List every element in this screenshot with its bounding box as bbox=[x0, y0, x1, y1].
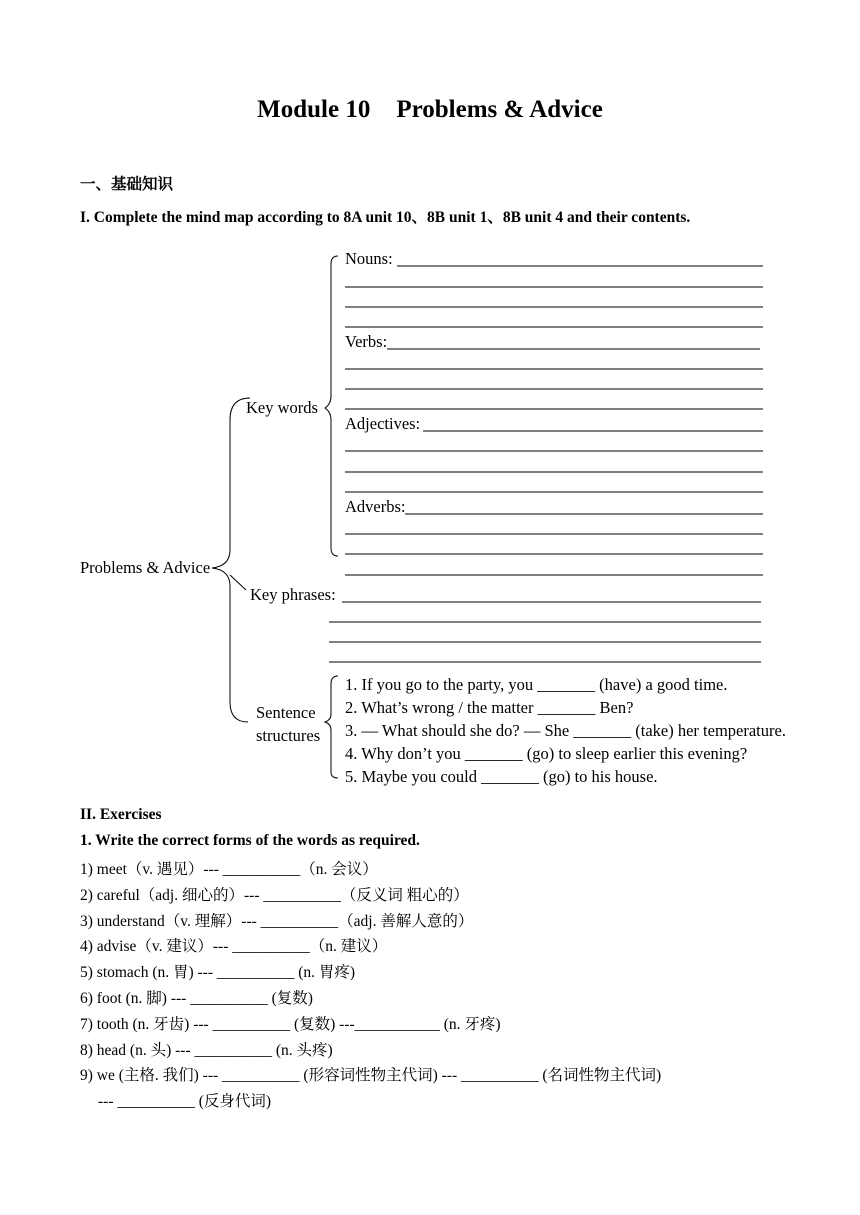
root-brace bbox=[212, 398, 250, 722]
exercise-item-2: 2) careful（adj. 细心的）--- __________（反义词 粗心的） bbox=[80, 887, 469, 904]
mindmap-key-phrases: Key phrases: bbox=[250, 585, 336, 604]
exercise-item-3: 3) understand（v. 理解）--- __________（adj. 善解人意的） bbox=[80, 913, 474, 930]
exercise-item-5: 5) stomach (n. 胃) --- __________ (n. 胃疼) bbox=[80, 964, 356, 981]
keywords-brace bbox=[325, 256, 338, 556]
exercise-item-1: 1) meet（v. 遇见）--- __________（n. 会议） bbox=[80, 861, 378, 878]
mindmap-sentence-label-1: Sentence bbox=[256, 703, 316, 722]
exercise-item-4: 4) advise（v. 建议）--- __________（n. 建议） bbox=[80, 938, 388, 955]
exercise-item-6: 6) foot (n. 脚) --- __________ (复数) bbox=[80, 990, 313, 1007]
mindmap-sentence-4: 4. Why don’t you _______ (go) to sleep earlier this evening? bbox=[345, 744, 748, 763]
mindmap-sentence-1: 1. If you go to the party, you _______ (have) a good time. bbox=[345, 675, 728, 694]
mindmap-sentence-2: 2. What’s wrong / the matter _______ Ben? bbox=[345, 698, 634, 717]
mindmap-sentence-5: 5. Maybe you could _______ (go) to his house. bbox=[345, 767, 658, 786]
exercise1-heading: 1. Write the correct forms of the words as required. bbox=[80, 832, 420, 849]
part1-instruction: I. Complete the mind map according to 8A unit 10、8B unit 1、8B unit 4 and their contents. bbox=[80, 209, 691, 226]
mindmap-nouns: Nouns: bbox=[345, 249, 393, 268]
mindmap-adjectives: Adjectives: bbox=[345, 414, 421, 433]
mindmap-root: Problems & Advice bbox=[80, 558, 211, 577]
exercise-item-7: 7) tooth (n. 牙齿) --- __________ (复数) ---___________ (n. 牙疼) bbox=[80, 1016, 501, 1033]
mindmap-key-words: Key words bbox=[246, 398, 318, 417]
mindmap-sentence-3: 3. — What should she do? — She _______ (take) her temperature. bbox=[345, 721, 786, 740]
exercise-item-9: 9) we (主格. 我们) --- __________ (形容词性物主代词) --- __________ (名词性物主代词) bbox=[80, 1067, 662, 1084]
title-module: Module 10 bbox=[257, 96, 371, 123]
section-heading-basics: 一、基础知识 bbox=[80, 176, 174, 193]
title-topic: Problems & Advice bbox=[396, 96, 603, 123]
exercises-heading: II. Exercises bbox=[80, 806, 162, 823]
root-to-keyphrases bbox=[230, 575, 246, 590]
mindmap-sentence-label-2: structures bbox=[256, 726, 321, 745]
exercise-item-9-continued: --- __________ (反身代词) bbox=[98, 1093, 272, 1110]
exercise-item-8: 8) head (n. 头) --- __________ (n. 头疼) bbox=[80, 1042, 333, 1059]
sentences-brace bbox=[325, 676, 338, 778]
mindmap-adverbs: Adverbs: bbox=[345, 497, 406, 516]
mindmap-verbs: Verbs: bbox=[345, 332, 388, 351]
